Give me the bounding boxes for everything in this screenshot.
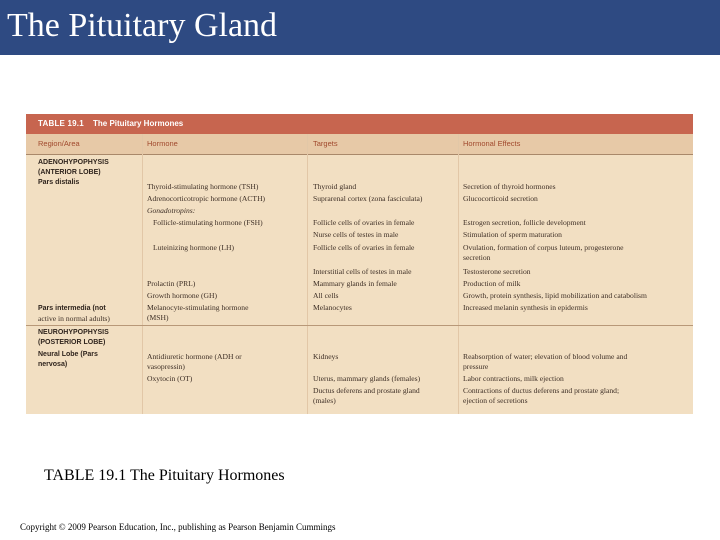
- effect-glucocorticoid: Glucocorticoid secretion: [463, 194, 538, 203]
- table-caption: TABLE 19.1 The Pituitary Hormones: [44, 467, 285, 484]
- hormone-prl: Prolactin (PRL): [147, 279, 196, 288]
- region-anterior-lobe: (ANTERIOR LOBE): [38, 169, 101, 176]
- table-header-bar: [26, 114, 693, 134]
- region-pars-distalis: Pars distalis: [38, 179, 80, 186]
- table-name: The Pituitary Hormones: [93, 119, 184, 128]
- column-header-row: [26, 134, 693, 155]
- target-uterus: Uterus, mammary glands (females): [313, 374, 421, 383]
- hormone-fsh: Follicle-stimulating hormone (FSH): [153, 218, 263, 227]
- target-thyroid-gland: Thyroid gland: [313, 182, 357, 191]
- effect-testosterone: Testosterone secretion: [463, 267, 531, 276]
- column-header-hormone: Hormone: [147, 139, 178, 148]
- target-follicle-cells: Follicle cells of ovaries in female: [313, 218, 415, 227]
- column-divider: [142, 134, 143, 414]
- effect-labor-contractions: Labor contractions, milk ejection: [463, 374, 564, 383]
- effect-thyroid-secretion: Secretion of thyroid hormones: [463, 182, 556, 191]
- effect-growth: Growth, protein synthesis, lipid mobilization and catabolism: [463, 291, 647, 300]
- column-header-targets: Targets: [313, 139, 338, 148]
- target-males: (males): [313, 396, 336, 405]
- target-all-cells: All cells: [313, 291, 339, 300]
- target-ovary-follicle-cells: Follicle cells of ovaries in female: [313, 243, 415, 252]
- hormone-ot: Oxytocin (OT): [147, 374, 193, 383]
- effect-ejection: ejection of secretions: [463, 396, 528, 405]
- column-divider: [458, 134, 459, 414]
- target-nurse-cells: Nurse cells of testes in male: [313, 230, 399, 239]
- effect-water-reabsorption: Reabsorption of water; elevation of blood volume and: [463, 352, 628, 361]
- slide-title: The Pituitary Gland: [7, 7, 278, 44]
- effect-melanin: Increased melanin synthesis in epidermis: [463, 303, 588, 312]
- column-header-effects: Hormonal Effects: [463, 139, 521, 148]
- effect-ovulation: Ovulation, formation of corpus luteum, progesterone: [463, 243, 624, 252]
- hormone-gonadotropins: Gonadotropins:: [147, 206, 196, 215]
- effect-pressure: pressure: [463, 362, 489, 371]
- region-adenohypophysis: ADENOHYPOPHYSIS: [38, 159, 109, 166]
- region-neural-lobe: Neural Lobe (Pars: [38, 351, 98, 358]
- effect-milk-production: Production of milk: [463, 279, 521, 288]
- hormone-msh-abbr: (MSH): [147, 313, 169, 322]
- target-ductus-deferens: Ductus deferens and prostate gland: [313, 386, 420, 395]
- effect-estrogen: Estrogen secretion, follicle development: [463, 218, 586, 227]
- region-pars-intermedia: Pars intermedia (not: [38, 305, 106, 312]
- region-pars-nervosa: nervosa): [38, 361, 68, 368]
- table-number: TABLE 19.1: [38, 119, 84, 128]
- target-melanocytes: Melanocytes: [313, 303, 352, 312]
- hormone-adh: Antidiuretic hormone (ADH or: [147, 352, 242, 361]
- title-bar: [0, 0, 720, 55]
- target-kidneys: Kidneys: [313, 352, 339, 361]
- hormone-lh: Luteinizing hormone (LH): [153, 243, 234, 252]
- hormone-table: [26, 114, 693, 414]
- effect-ductus-contractions: Contractions of ductus deferens and prostate gland;: [463, 386, 620, 395]
- region-neurohypophysis: NEUROHYPOPHYSIS: [38, 329, 109, 336]
- copyright-notice: Copyright © 2009 Pearson Education, Inc., publishing as Pearson Benjamin Cummings: [20, 522, 336, 532]
- region-pars-intermedia-note: active in normal adults): [38, 314, 110, 323]
- region-posterior-lobe: (POSTERIOR LOBE): [38, 339, 106, 346]
- column-header-region: Region/Area: [38, 139, 80, 148]
- effect-progesterone-secretion: secretion: [463, 253, 491, 262]
- hormone-acth: Adrenocorticotropic hormone (ACTH): [147, 194, 266, 203]
- hormone-vasopressin: vasopressin): [147, 362, 185, 371]
- effect-sperm-maturation: Stimulation of sperm maturation: [463, 230, 562, 239]
- column-divider: [307, 134, 308, 414]
- hormone-tsh: Thyroid-stimulating hormone (TSH): [147, 182, 259, 191]
- section-divider: [26, 325, 693, 326]
- target-suprarenal-cortex: Suprarenal cortex (zona fasciculata): [313, 194, 423, 203]
- target-interstitial-cells: Interstitial cells of testes in male: [313, 267, 412, 276]
- hormone-gh: Growth hormone (GH): [147, 291, 218, 300]
- hormone-msh: Melanocyte-stimulating hormone: [147, 303, 249, 312]
- target-mammary-glands: Mammary glands in female: [313, 279, 397, 288]
